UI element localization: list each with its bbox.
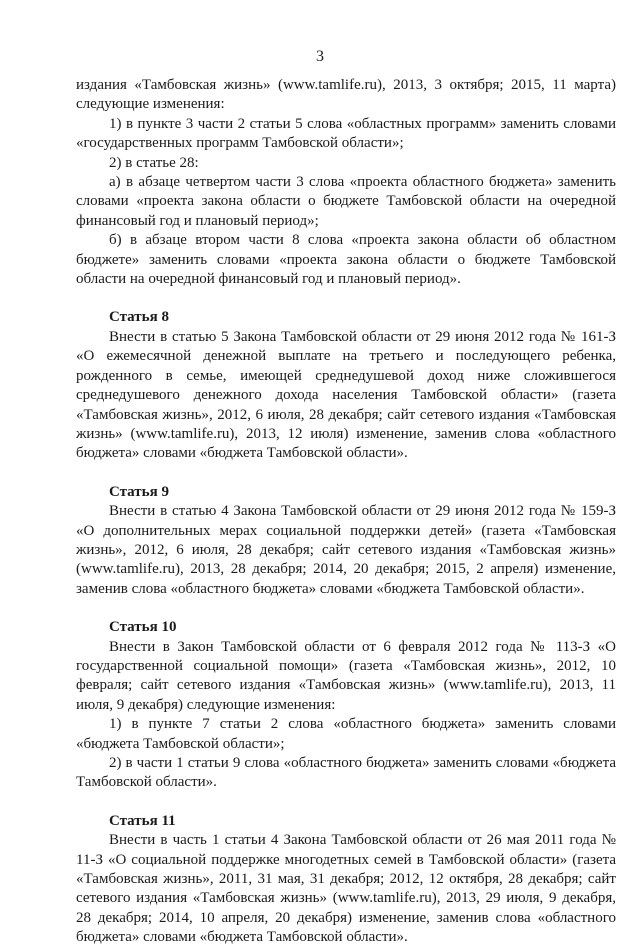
article-9-title: Статья 9 — [109, 483, 169, 500]
page-number: 3 — [316, 48, 324, 65]
article-11-title: Статья 11 — [109, 812, 176, 829]
intro-paragraph: издания «Тамбовская жизнь» (www.tamlife.ru), 2013, 3 октября; 2015, 11 марта) следующие изменения: — [76, 77, 616, 113]
article-8-title: Статья 8 — [109, 309, 169, 326]
article-9-text: Внести в статью 4 Закона Тамбовской области от 29 июня 2012 года № 159-З «О дополнительных мерах социальной поддержки детей» (газета «Тамбовская жизнь», 2012, 6 июля, 28 декабря; сайт сетевого издания «Тамбовская жизнь» (www.tamlife.ru), 2013, 28 декабря; 2014, 20 декабря; 2015, 2 апреля) изменение, заменив слова «областного бюджета» словами «бюджета Тамбовской области». — [76, 503, 616, 597]
article-8-text: Внести в статью 5 Закона Тамбовской области от 29 июня 2012 года № 161-З «О ежемесячной денежной выплате на третьего и последующего ребенка, рожденного в семье, имеющей среднедушевой доход ниже сложившегося среднедушевого денежного дохода населения Тамбовской области» (газета «Тамбовская жизнь», 2012, 6 июля, 28 декабря; сайт сетевого издания «Тамбовская жизнь» (www.tamlife.ru), 2013, 12 июля) изменение, заменив слова «областного бюджета» словами «бюджета Тамбовской области». — [76, 328, 616, 462]
article-10-item-2: 2) в части 1 статьи 9 слова «областного бюджета» заменить словами «бюджета Тамбовской области». — [76, 755, 616, 791]
intro-paragraph: а) в абзаце четвертом части 3 слова «проекта областного бюджета» заменить словами «проекта закона области о бюджете Тамбовской области на очередной финансовый год и плановый период»; — [76, 174, 616, 229]
article-10-item-1: 1) в пункте 7 статьи 2 слова «областного бюджета» заменить словами «бюджета Тамбовской области»; — [76, 716, 616, 752]
document-body — [76, 76, 616, 948]
intro-paragraph: 1) в пункте 3 части 2 статьи 5 слова «областных программ» заменить словами «государственных программ Тамбовской области»; — [76, 115, 616, 152]
article-10-text: Внести в Закон Тамбовской области от 6 февраля 2012 года № 113-З «О государственной социальной помощи» (газета «Тамбовская жизнь», 2012, 10 февраля; сайт сетевого издания «Тамбовская жизнь» (www.tamlife.ru), 2013, 11 июля, 9 декабря) следующие изменения: — [76, 638, 616, 713]
intro-paragraph: 2) в статье 28: — [109, 154, 199, 171]
article-11-text: Внести в часть 1 статьи 4 Закона Тамбовской области от 26 мая 2011 года № 11-З «О социальной поддержке многодетных семей в Тамбовской области» (газета «Тамбовская жизнь», 2011, 31 мая, 31 декабря; 2012, 12 октября, 28 декабря; сайт сетевого издания «Тамбовская жизнь» (www.tamlife.ru), 2013, 29 июля, 9 декабря, 28 декабря; 2014, 10 апреля, 20 декабря) изменение, заменив слова «областного бюджета» словами «бюджета Тамбовской области». — [76, 832, 616, 946]
intro-paragraph: б) в абзаце втором части 8 слова «проекта закона области об областном бюджете» заменить словами «проекта закона области о бюджете Тамбовской области на очередной финансовый год и плановый период». — [76, 232, 616, 288]
article-10-title: Статья 10 — [109, 619, 177, 636]
